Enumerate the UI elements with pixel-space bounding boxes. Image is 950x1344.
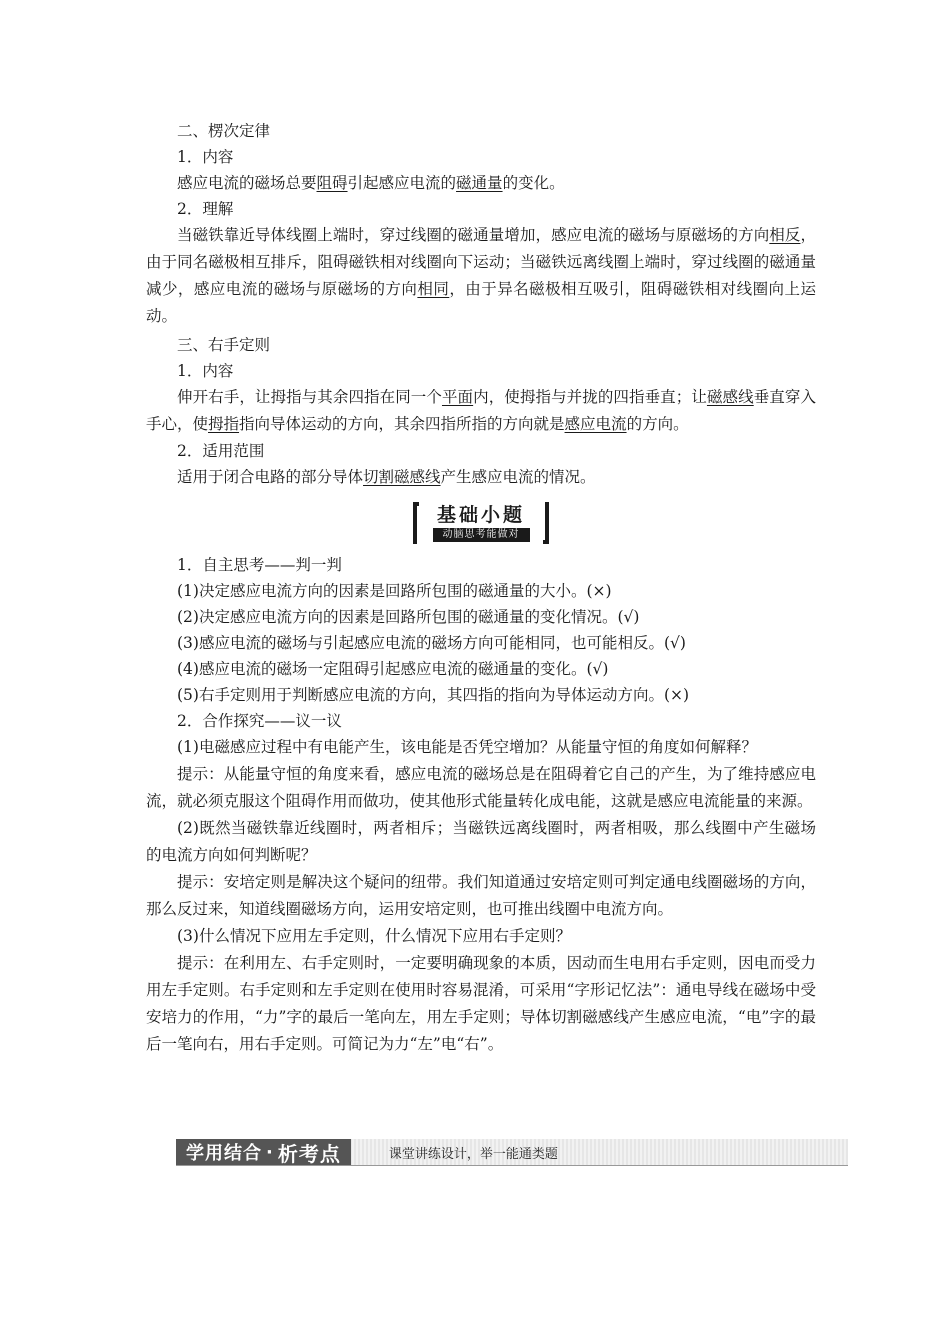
lenz-understanding-paragraph: 当磁铁靠近导体线圈上端时，穿过线圈的磁通量增加，感应电流的磁场与原磁场的方向相反，由于同名磁极相互排斥，阻碍磁铁相对线圈向下运动；当磁铁远离线圈上端时，穿过线圈的磁通量减少，感应电流的磁场与原磁场的方向相同，由于异名磁极相互吸引，阻碍磁铁相对线圈向上运动。 (146, 226, 816, 325)
judge-item: (3)感应电流的磁场与引起感应电流的磁场方向可能相同，也可能相反。(√) (177, 634, 686, 652)
discussion-question: (2)既然当磁铁靠近线圈时，两者相斥；当磁铁远离线圈时，两者相吸，那么线圈中产生磁场的电流方向如何判断呢？ (146, 819, 816, 864)
right-hand-rule-paragraph: 伸开右手，让拇指与其余四指在同一个平面内，使拇指与并拢的四指垂直；让磁感线垂直穿入手心，使拇指指向导体运动的方向，其余四指所指的方向就是感应电流的方向。 (146, 388, 816, 433)
fill-blank-answer: 阻碍 (316, 174, 348, 192)
fill-blank-answer: 感应电流 (564, 415, 627, 433)
discussion-heading: 2．合作探究——议一议 (177, 712, 342, 730)
discussion-hint: 提示：在利用左、右手定则时，一定要明确现象的本质，因动而生电用右手定则，因电而受力用左手定则。右手定则和左手定则在使用时容易混淆，可采用“字形记忆法”：通电导线在磁场中受安培力的作用，“力”字的最后一笔向左，用左手定则；导体切割磁感线产生感应电流，“电”字的最后一笔向右，用右手定则。可简记为力“左”电“右”。 (146, 954, 816, 1053)
fill-blank-answer: 相同 (417, 280, 450, 298)
fill-blank-answer: 切割磁感线 (363, 468, 441, 486)
section-banner (176, 1139, 848, 1166)
judge-item: (1)决定感应电流方向的因素是回路所包围的磁通量的大小。(×) (177, 582, 612, 600)
discussion-hint: 提示：从能量守恒的角度来看，感应电流的磁场总是在阻碍着它自己的产生，为了维持感应电流，就必须克服这个阻碍作用而做功，使其他形式能量转化成电能，这就是感应电流能量的来源。 (146, 765, 816, 810)
basic-questions-badge (146, 502, 816, 544)
document-body (146, 118, 816, 1058)
self-think-heading: 1．自主思考——判一判 (177, 556, 342, 574)
section-heading-lenz-law: 二、楞次定律 (177, 122, 271, 140)
discussion-question: (1)电磁感应过程中有电能产生，该电能是否凭空增加？从能量守恒的角度如何解释？ (177, 738, 757, 756)
fill-blank-answer: 拇指 (208, 415, 240, 433)
fill-blank-answer: 磁通量 (456, 174, 503, 192)
banner-subtitle: 课堂讲练设计，举一能通类题 (388, 1146, 558, 1162)
fill-blank-answer: 相反 (769, 226, 801, 244)
subheading-content: 1．内容 (177, 148, 234, 166)
discussion-hint: 提示：安培定则是解决这个疑问的纽带。我们知道通过安培定则可判定通电线圈磁场的方向，那么反过来，知道线圈磁场方向，运用安培定则，也可推出线圈中电流方向。 (146, 873, 816, 918)
subheading-content: 1．内容 (177, 362, 234, 380)
scope-paragraph: 适用于闭合电路的部分导体切割磁感线产生感应电流的情况。 (177, 468, 596, 486)
judge-item: (4)感应电流的磁场一定阻碍引起感应电流的磁通量的变化。(√) (177, 660, 609, 678)
banner-title: 学用结合 · 析考点 (176, 1139, 351, 1165)
subheading-understanding: 2．理解 (177, 200, 234, 218)
badge-subtitle: 动脑思考能做对 (433, 528, 530, 542)
subheading-scope: 2．适用范围 (177, 442, 265, 460)
fill-blank-answer: 平面 (441, 388, 474, 406)
judge-item: (2)决定感应电流方向的因素是回路所包围的磁通量的变化情况。(√) (177, 608, 640, 626)
lenz-content-paragraph: 感应电流的磁场总要阻碍引起感应电流的磁通量的变化。 (177, 174, 565, 192)
judge-item: (5)右手定则用于判断感应电流的方向，其四指的指向为导体运动方向。(×) (177, 686, 690, 704)
fill-blank-answer: 磁感线 (706, 388, 754, 406)
badge-title: 基础小题 (436, 504, 525, 526)
section-heading-right-hand-rule: 三、右手定则 (177, 336, 271, 354)
discussion-question: (3)什么情况下应用左手定则，什么情况下应用右手定则？ (177, 927, 571, 945)
badge-frame (413, 502, 549, 544)
